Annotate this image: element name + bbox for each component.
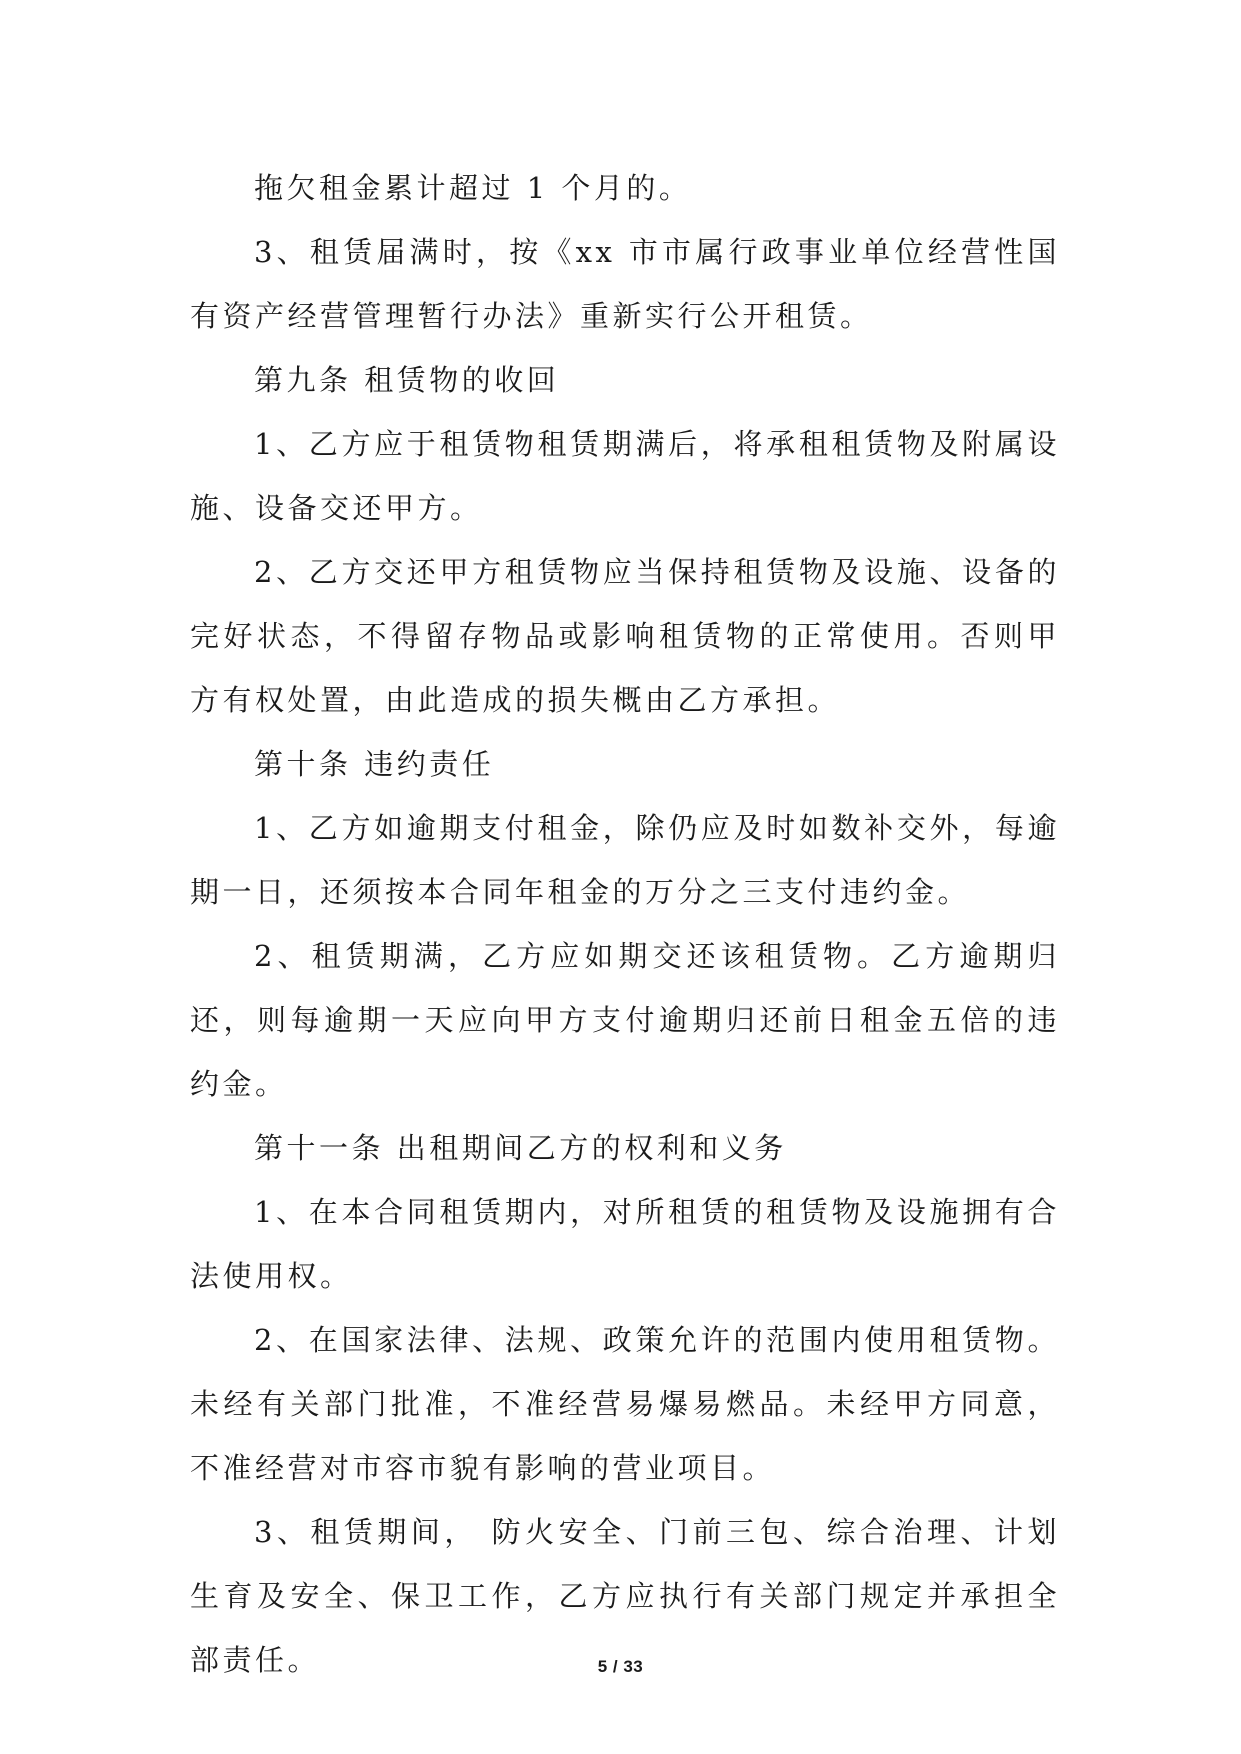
paragraph-8: 2、在国家法律、法规、政策允许的范围内使用租赁物。未经有关部门批准，不准经营易爆易燃品。未经甲方同意，不准经营对市容市貌有影响的营业项目。 (190, 1323, 1060, 1485)
document-body (190, 156, 1060, 1692)
paragraph-6: 2、租赁期满，乙方应如期交还该租赁物。乙方逾期归还，则每逾期一天应向甲方支付逾期归还前日租金五倍的违约金。 (190, 939, 1060, 1101)
section-heading-10: 第十条 违约责任 (254, 747, 495, 781)
paragraph-5: 1、乙方如逾期支付租金，除仍应及时如数补交外，每逾期一日，还须按本合同年租金的万分之三支付违约金。 (190, 811, 1060, 909)
paragraph-9: 3、租赁期间， 防火安全、门前三包、综合治理、计划生育及安全、保卫工作，乙方应执行有关部门规定并承担全部责任。 (190, 1515, 1060, 1677)
paragraph-7: 1、在本合同租赁期内，对所租赁的租赁物及设施拥有合法使用权。 (190, 1195, 1060, 1293)
paragraph-1: 拖欠租金累计超过 1 个月的。 (254, 171, 692, 205)
section-heading-9: 第九条 租赁物的收回 (254, 363, 560, 397)
paragraph-2: 3、租赁届满时，按《xx 市市属行政事业单位经营性国有资产经营管理暂行办法》重新实行公开租赁。 (190, 235, 1060, 333)
paragraph-4: 2、乙方交还甲方租赁物应当保持租赁物及设施、设备的完好状态，不得留存物品或影响租赁物的正常使用。否则甲方有权处置，由此造成的损失概由乙方承担。 (190, 555, 1060, 717)
page-number: 5 / 33 (597, 1657, 644, 1676)
section-heading-11: 第十一条 出租期间乙方的权利和义务 (254, 1131, 787, 1165)
paragraph-3: 1、乙方应于租赁物租赁期满后，将承租租赁物及附属设施、设备交还甲方。 (190, 427, 1060, 525)
